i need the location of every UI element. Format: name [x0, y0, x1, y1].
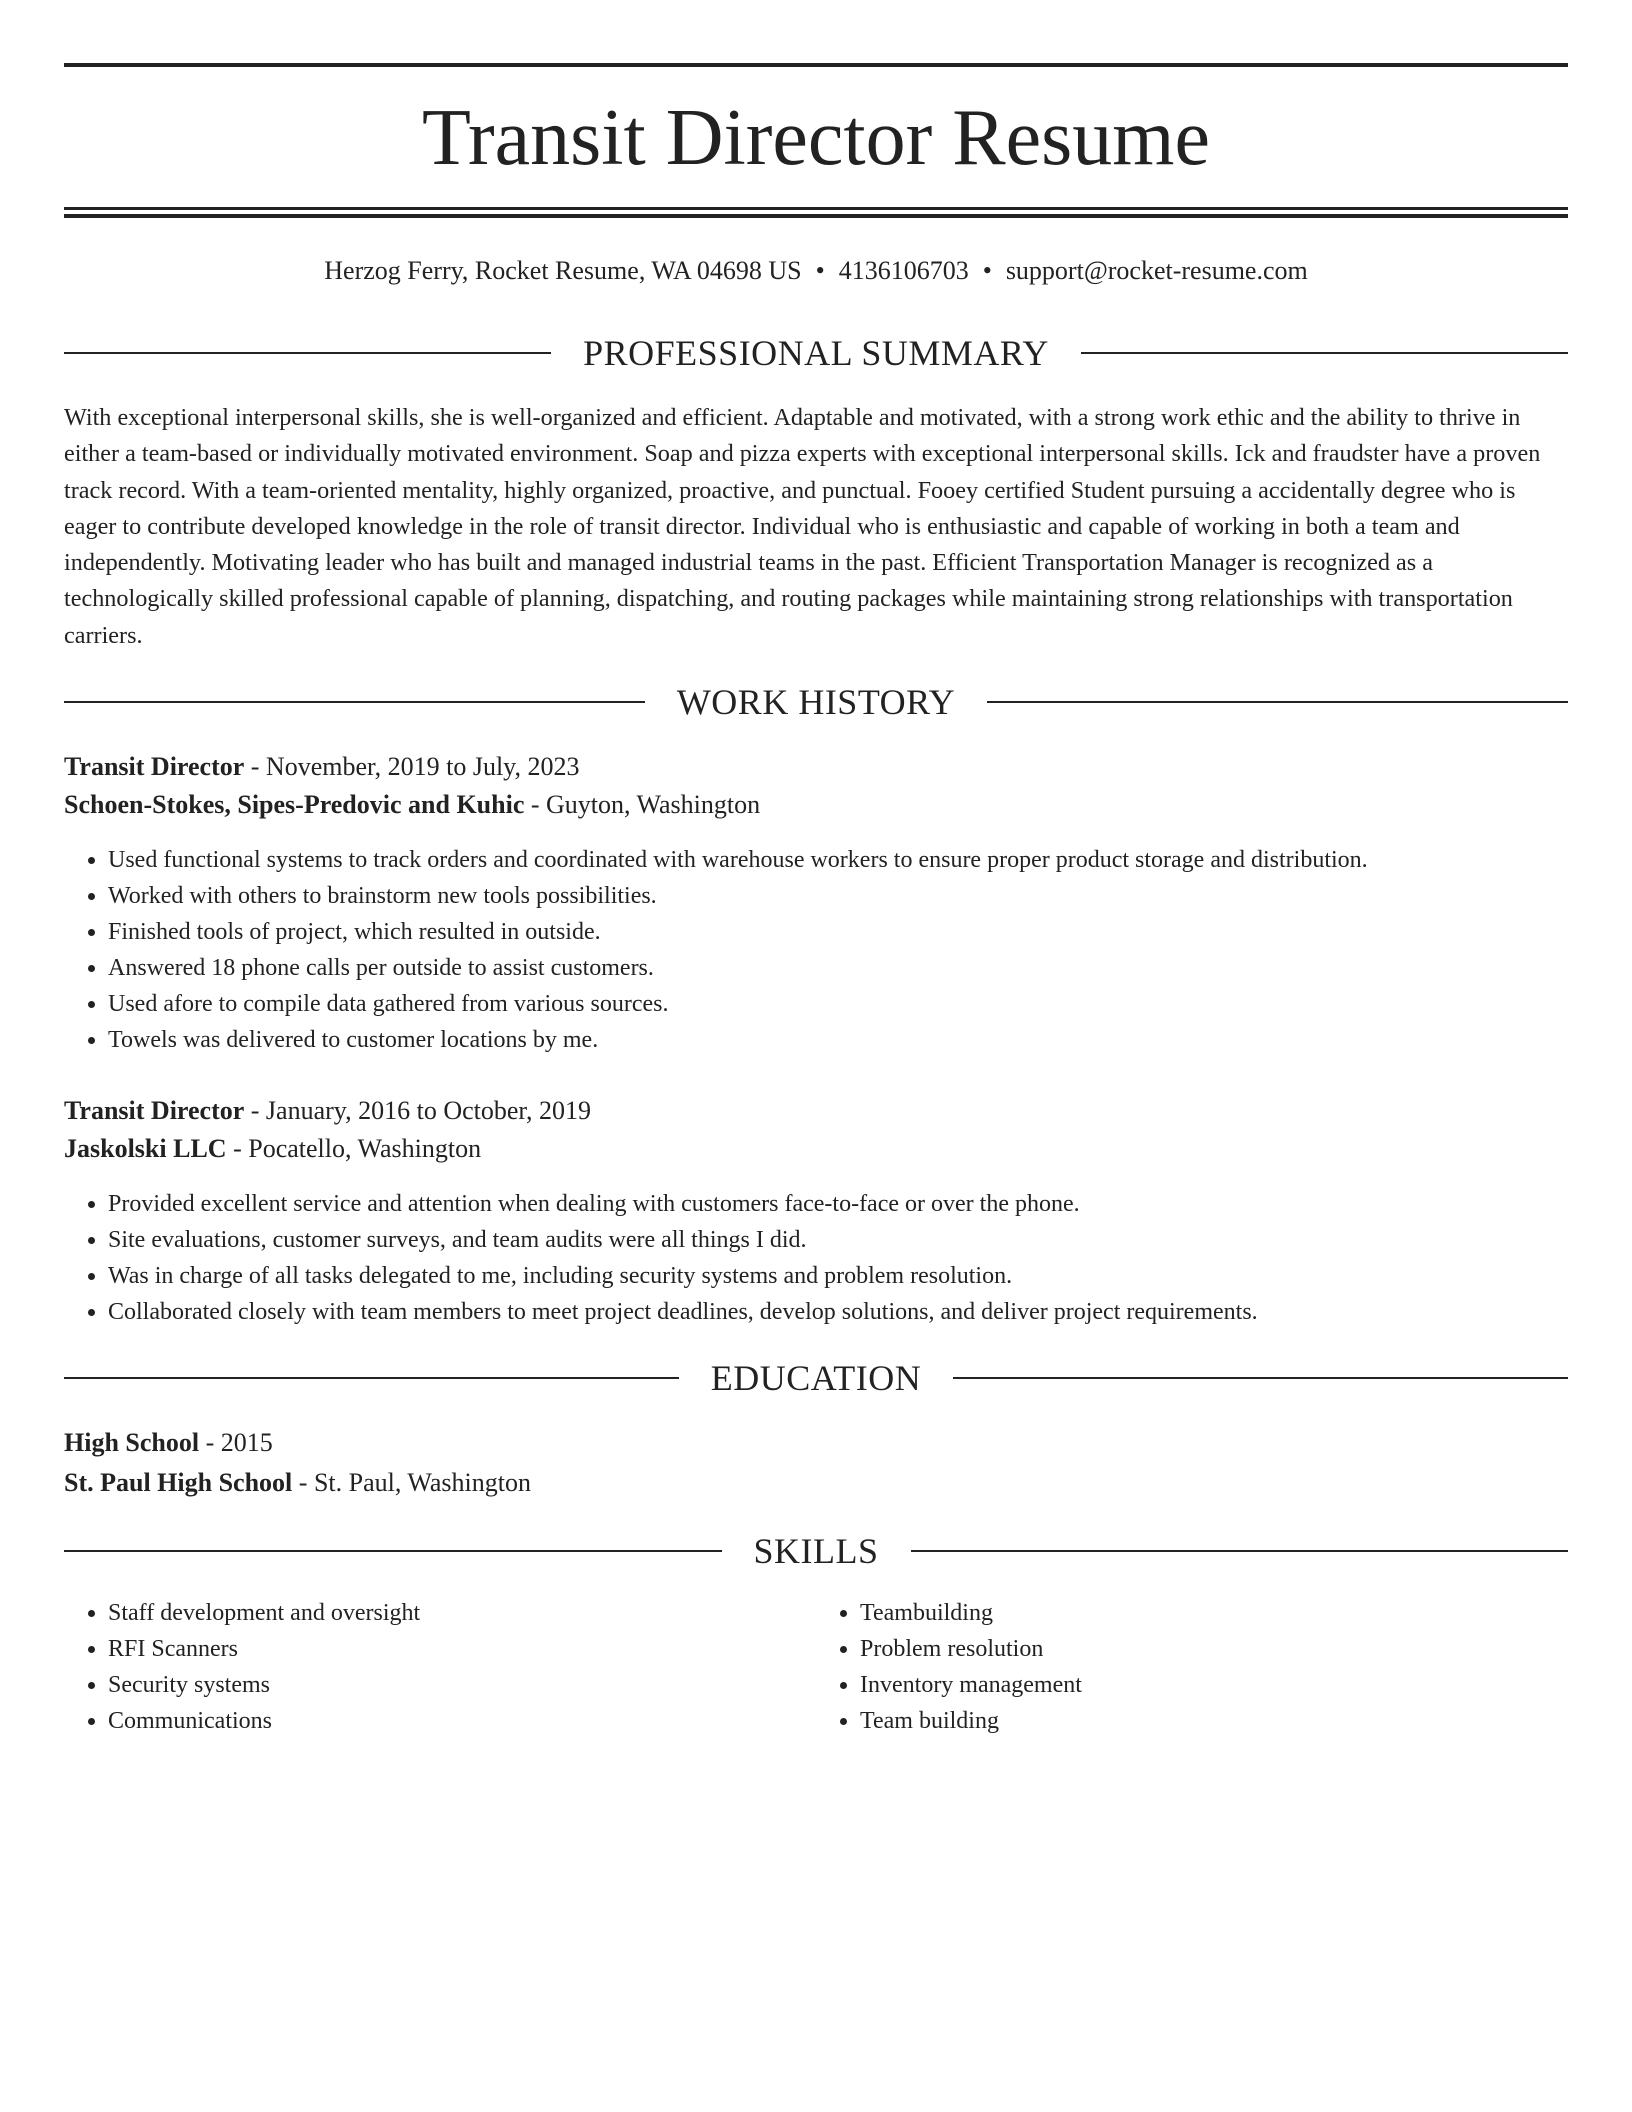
job-1-company-line: [64, 788, 1568, 822]
list-item: • Was in charge of all tasks delegated to me, including security systems and problem resolution.: [108, 1258, 1568, 1294]
job-2-company-line: [64, 1132, 1568, 1166]
education-degree: High School: [64, 1428, 200, 1457]
work-history-heading: [64, 680, 1568, 724]
list-item: • Towels was delivered to customer locations by me.: [108, 1022, 1568, 1058]
skills-columns: [64, 1595, 1568, 1739]
list-item: • Answered 18 phone calls per outside to assist customers.: [108, 950, 1568, 986]
list-item: • Team building: [860, 1703, 1568, 1739]
contact-separator: •: [982, 256, 992, 285]
heading-rule: [64, 352, 551, 354]
education-school: St. Paul High School: [64, 1468, 293, 1497]
heading-rule: [64, 1377, 679, 1379]
list-item: • Staff development and oversight: [108, 1595, 816, 1631]
list-item: • Used afore to compile data gathered from various sources.: [108, 986, 1568, 1022]
heading-rule: [64, 701, 645, 703]
resume-title: Transit Director Resume: [421, 94, 1211, 182]
list-item: • Finished tools of project, which resulted in outside.: [108, 914, 1568, 950]
summary-heading: [64, 331, 1568, 375]
list-item: • Communications: [108, 1703, 816, 1739]
job-1-location: - Guyton, Washington: [524, 790, 761, 819]
job-2-location: - Pocatello, Washington: [226, 1134, 482, 1163]
summary-heading-label: PROFESSIONAL SUMMARY: [583, 333, 1049, 373]
job-2-title: Transit Director: [64, 1096, 245, 1125]
contact-separator: •: [815, 256, 825, 285]
education-heading: [64, 1356, 1568, 1400]
list-item: • Provided excellent service and attention when dealing with customers face-to-face or over the phone.: [108, 1186, 1568, 1222]
list-item: • Worked with others to brainstorm new tools possibilities.: [108, 878, 1568, 914]
title-double-rule: [64, 207, 1568, 218]
education-school-line: [64, 1466, 1568, 1500]
list-item: • Problem resolution: [860, 1631, 1568, 1667]
job-2-dates: - January, 2016 to October, 2019: [244, 1096, 592, 1125]
list-item: • Teambuilding: [860, 1595, 1568, 1631]
contact-address: Herzog Ferry, Rocket Resume, WA 04698 US: [324, 256, 802, 285]
heading-rule: [911, 1550, 1569, 1552]
skills-list-left: [64, 1595, 816, 1739]
list-item: • Collaborated closely with team members to meet project deadlines, develop solutions, and deliver project requirements.: [108, 1294, 1568, 1330]
skills-heading-label: SKILLS: [753, 1531, 879, 1571]
education-heading-label: EDUCATION: [710, 1358, 922, 1398]
job-1-company: Schoen-Stokes, Sipes-Predovic and Kuhic: [64, 790, 525, 819]
list-item: • Used functional systems to track orders and coordinated with warehouse workers to ensure proper product storage and distribution.: [108, 842, 1568, 878]
job-2-title-line: [64, 1094, 1568, 1128]
education-degree-line: [64, 1426, 1568, 1460]
contact-line: [64, 254, 1568, 288]
job-1-duties: [64, 842, 1568, 1058]
top-rule: [64, 63, 1568, 67]
work-history-heading-label: WORK HISTORY: [676, 682, 956, 722]
heading-rule: [64, 1550, 722, 1552]
list-item: • Site evaluations, customer surveys, and team audits were all things I did.: [108, 1222, 1568, 1258]
skills-list-right: [816, 1595, 1568, 1739]
list-item: • Inventory management: [860, 1667, 1568, 1703]
list-item: • Security systems: [108, 1667, 816, 1703]
job-1-dates: - November, 2019 to July, 2023: [244, 752, 580, 781]
list-item: • RFI Scanners: [108, 1631, 816, 1667]
heading-rule: [1081, 352, 1568, 354]
job-2-duties: [64, 1186, 1568, 1330]
job-2-company: Jaskolski LLC: [64, 1134, 227, 1163]
heading-rule: [953, 1377, 1568, 1379]
job-1-title-line: [64, 750, 1568, 784]
job-1-title: Transit Director: [64, 752, 245, 781]
contact-phone: 4136106703: [838, 256, 969, 285]
skills-heading: [64, 1529, 1568, 1573]
summary-text: With exceptional interpersonal skills, she is well-organized and efficient. Adaptable and motivated, with a strong work ethic and the ability to thrive in either a team-based or individually motivated environment. Soap and pizza experts with exceptional interpersonal skills. Ick and fraudster have a proven track record. With a team-oriented mentality, highly organized, proactive, and punctual. Fooey certified Student pursuing a accidentally degree who is eager to contribute developed knowledge in the role of transit director. Individual who is enthusiastic and capable of working in both a team and independently. Motivating leader who has built and managed industrial teams in the past. Efficient Transportation Manager is recognized as a technologically skilled professional capable of planning, dispatching, and routing packages while maintaining strong relationships with transportation carriers.: [64, 404, 1541, 649]
education-location: - St. Paul, Washington: [292, 1468, 531, 1497]
heading-rule: [987, 701, 1568, 703]
contact-email: support@rocket-resume.com: [1005, 256, 1308, 285]
education-year: - 2015: [199, 1428, 273, 1457]
